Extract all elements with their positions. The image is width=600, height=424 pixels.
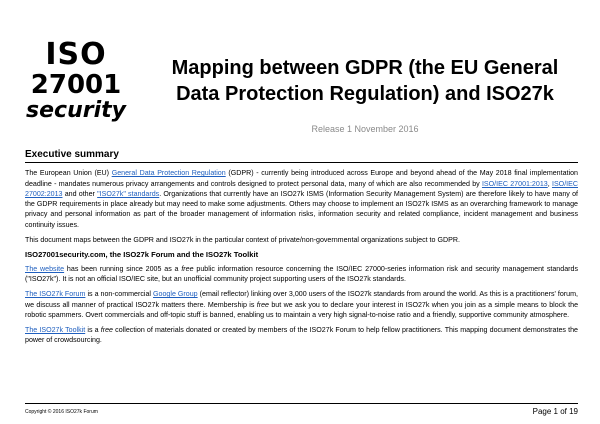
page-number: Page 1 of 19 [532, 407, 578, 416]
website-paragraph: The website has been running since 2005 as a free public information resource concerning the ISO/IEC 27000-series information risk and security management standards ("ISO27k"). It is not an official ISO/IEC site, but an unofficial community project supporting users of the ISO27k standards. [25, 264, 578, 283]
logo-line-27001: 27001 [30, 70, 122, 100]
iso27001-security-logo [20, 37, 132, 123]
executive-summary-heading: Executive summary [25, 150, 578, 163]
iso27k-toolkit-link[interactable]: The ISO27k Toolkit [25, 326, 86, 335]
document-title [150, 55, 580, 107]
executive-summary-paragraph-1: The European Union (EU) General Data Protection Regulation (GDPR) - currently being introduced across Europe and beyond ahead of the May 2018 final implementation deadline - mandates numerous privacy arrangements and controls designed to protect personal data, many of which are also recommended by ISO/IEC 27001:2013, ISO/IEC 27002:2013 and other "ISO27k" standards. Organizations that currently have an ISO27k ISMS (Information Security Management System) are therefore likely to have many of the GDPR requirements in place already but may need to make some adjustments. Others may choose to implement an ISO27k ISMS as an overarching framework to manage privacy and personal information as part of the broader management of information risks, information security and related compliance, incident management and business continuity issues. [25, 169, 578, 229]
title-line-1: Mapping between GDPR (the EU General [171, 57, 559, 79]
iso27k-standards-link[interactable]: "ISO27k" standards [97, 189, 160, 198]
toolkit-paragraph: The ISO27k Toolkit is a free collection of materials donated or created by members of the ISO27k Forum to help fellow practitioners. This mapping document demonstrates the power of crowdsourcing. [25, 326, 578, 345]
title-line-2: Data Protection Regulation) and ISO27k [176, 83, 554, 105]
logo-line-security: security [26, 98, 126, 123]
iso-27002-link[interactable]: ISO/IEC 27002:2013 [25, 179, 578, 198]
document-body [25, 150, 578, 351]
release-info: Release 1 November 2016 [311, 124, 419, 134]
forum-paragraph: The ISO27k Forum is a non-commercial Google Group (email reflector) linking over 3,000 users of the ISO27k standards from around the world. As this is a practitioners' forum, we discuss all manner of practical ISO27k matters there. Membership is free but we ask you to declare your interest in ISO27k when you join as a simple means to block the robotic spammers. Overt commercials and off-topic stuff is banned, enabling us to maintain a very high signal-to-noise ratio and a friendly, supportive community atmosphere. [25, 290, 579, 319]
iso-27001-link[interactable]: ISO/IEC 27001:2013 [481, 179, 548, 188]
logo-line-iso: ISO [45, 37, 107, 72]
executive-summary-paragraph-2: This document maps between the GDPR and ISO27k in the particular context of private/non-governmental organizations subject to GDPR. [25, 236, 460, 245]
google-group-link[interactable]: Google Group [153, 290, 198, 299]
forum-heading: ISO27001security.com, the ISO27k Forum and the ISO27k Toolkit [25, 250, 259, 260]
page-footer [25, 403, 578, 416]
iso27k-forum-link[interactable]: The ISO27k Forum [25, 290, 86, 299]
copyright-notice: Copyright © 2016 ISO27k Forum [25, 408, 98, 415]
gdpr-link[interactable]: General Data Protection Regulation [111, 169, 226, 178]
website-link[interactable]: The website [25, 264, 65, 273]
